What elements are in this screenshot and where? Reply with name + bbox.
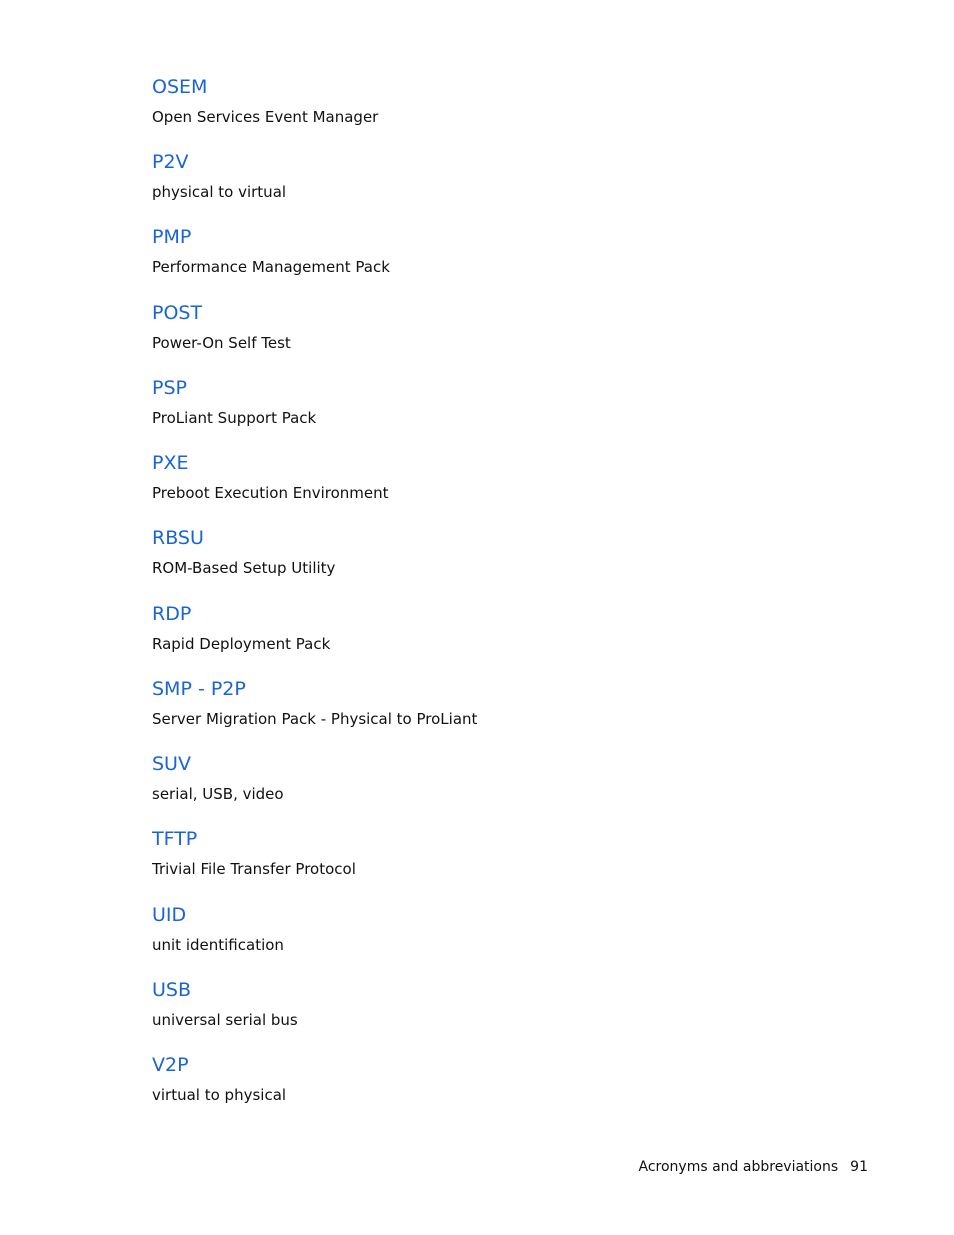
glossary-definition: Power-On Self Test xyxy=(152,334,291,352)
glossary-definition: universal serial bus xyxy=(152,1011,298,1029)
glossary-term: RBSU xyxy=(152,527,204,549)
glossary-term: SMP - P2P xyxy=(152,678,246,700)
glossary-definition: physical to virtual xyxy=(152,183,287,201)
glossary-definition: Rapid Deployment Pack xyxy=(152,635,331,653)
glossary-term: TFTP xyxy=(152,828,198,850)
glossary-term: P2V xyxy=(152,151,189,173)
glossary-definition: virtual to physical xyxy=(152,1086,287,1104)
glossary-term: PMP xyxy=(152,226,192,248)
glossary-definition: Performance Management Pack xyxy=(152,258,390,276)
page-footer xyxy=(0,1158,868,1176)
page-number: 91 xyxy=(850,1159,868,1175)
glossary-definition: Trivial File Transfer Protocol xyxy=(152,860,356,878)
glossary-term: OSEM xyxy=(152,76,208,98)
glossary-definition: ROM-Based Setup Utility xyxy=(152,559,336,577)
glossary-term: V2P xyxy=(152,1054,189,1076)
glossary-term: PSP xyxy=(152,377,187,399)
glossary-definition: unit identification xyxy=(152,936,284,954)
glossary-definition: Preboot Execution Environment xyxy=(152,484,389,502)
glossary-term: RDP xyxy=(152,603,192,625)
glossary-term: UID xyxy=(152,904,187,926)
glossary-term: USB xyxy=(152,979,192,1001)
glossary-definition: Open Services Event Manager xyxy=(152,108,379,126)
glossary-term: SUV xyxy=(152,753,191,775)
glossary-definition: ProLiant Support Pack xyxy=(152,409,317,427)
glossary-term: PXE xyxy=(152,452,189,474)
glossary-term: POST xyxy=(152,302,203,324)
glossary-definition: serial, USB, video xyxy=(152,785,284,803)
glossary-definition: Server Migration Pack - Physical to ProLiant xyxy=(152,710,478,728)
footer-section-title: Acronyms and abbreviations xyxy=(638,1159,839,1175)
